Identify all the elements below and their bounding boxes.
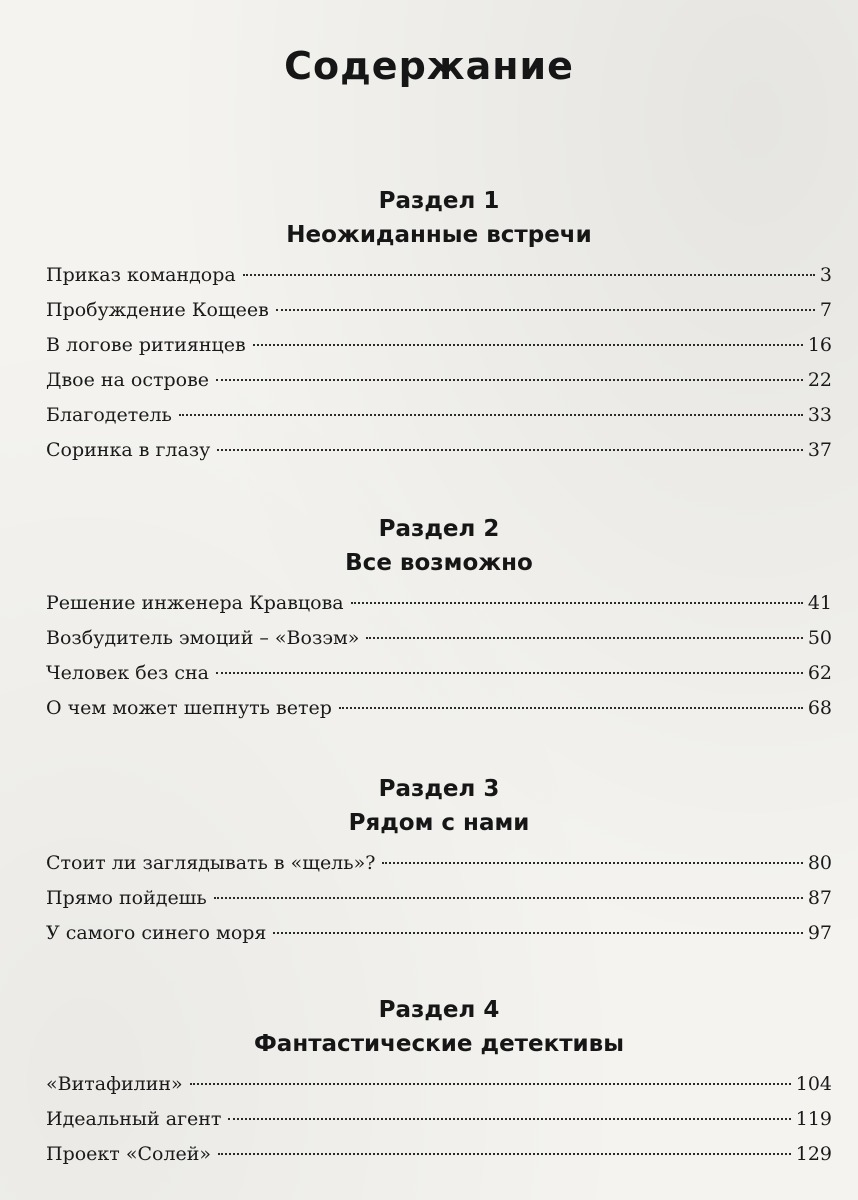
section-label: Раздел 3	[378, 776, 500, 802]
toc-list	[46, 592, 832, 732]
dot-leader	[382, 862, 802, 864]
dot-leader	[190, 1083, 791, 1085]
toc-entry[interactable]	[46, 627, 832, 662]
toc-entry-title: Проект «Солей»	[46, 1143, 212, 1165]
toc-entry-page: 41	[807, 592, 832, 614]
toc-entry-title: Возбудитель эмоций – «Возэм»	[46, 627, 360, 649]
section-label: Раздел 1	[378, 188, 500, 214]
toc-entry-page: 119	[795, 1108, 832, 1130]
toc-entry-page: 22	[807, 369, 832, 391]
toc-entry-title: Решение инженера Кравцова	[46, 592, 344, 614]
dot-leader	[179, 414, 803, 416]
section-label: Раздел 2	[378, 516, 500, 542]
dot-leader	[214, 897, 803, 899]
toc-entry-page: 37	[807, 439, 832, 461]
toc-entry-title: Стоит ли заглядывать в «щель»?	[46, 852, 376, 874]
toc-entry-page: 80	[807, 852, 832, 874]
toc-section-2	[46, 512, 832, 732]
toc-entry-page: 97	[807, 922, 832, 944]
toc-entry-page: 104	[795, 1073, 832, 1095]
dot-leader	[218, 1153, 791, 1155]
toc-entry-title: Идеальный агент	[46, 1108, 222, 1130]
toc-entry-title: В логове ритиянцев	[46, 334, 246, 356]
toc-entry-page: 16	[807, 334, 832, 356]
section-title: Неожиданные встречи	[286, 222, 592, 248]
toc-entry-title: Благодетель	[46, 404, 172, 426]
toc-entry-title: У самого синего моря	[46, 922, 267, 944]
toc-entry[interactable]	[46, 369, 832, 404]
toc-entry-page: 68	[807, 697, 832, 719]
toc-entry-title: Приказ командора	[46, 264, 236, 286]
toc-entry-title: Пробуждение Кощеев	[46, 299, 269, 321]
toc-entry[interactable]	[46, 662, 832, 697]
toc-entry-title: Прямо пойдешь	[46, 887, 207, 909]
toc-list	[46, 264, 832, 474]
toc-list	[46, 1073, 832, 1178]
toc-entry[interactable]	[46, 439, 832, 474]
toc-entry[interactable]	[46, 299, 832, 334]
toc-entry-title: О чем может шепнуть ветер	[46, 697, 332, 719]
toc-section-1	[46, 184, 832, 474]
toc-entry-page: 7	[819, 299, 832, 321]
toc-entry[interactable]	[46, 852, 832, 887]
toc-entry[interactable]	[46, 697, 832, 732]
toc-entry-title: «Витафилин»	[46, 1073, 183, 1095]
toc-entry-page: 3	[819, 264, 832, 286]
dot-leader	[276, 309, 815, 311]
toc-entry[interactable]	[46, 1143, 832, 1178]
section-label: Раздел 4	[378, 997, 500, 1023]
dot-leader	[366, 637, 802, 639]
toc-entry-page: 129	[795, 1143, 832, 1165]
section-title: Все возможно	[345, 550, 533, 576]
section-title: Фантастические детективы	[253, 1031, 625, 1057]
toc-entry-title: Двое на острове	[46, 369, 210, 391]
toc-entry[interactable]	[46, 592, 832, 627]
dot-leader	[228, 1118, 790, 1120]
toc-entry[interactable]	[46, 1108, 832, 1143]
page-title: Содержание	[284, 44, 574, 88]
toc-section-4	[46, 993, 832, 1178]
toc-entry[interactable]	[46, 922, 832, 957]
toc-entry[interactable]	[46, 264, 832, 299]
toc-entry[interactable]	[46, 404, 832, 439]
dot-leader	[351, 602, 803, 604]
toc-entry-title: Соринка в глазу	[46, 439, 211, 461]
toc-entry[interactable]	[46, 334, 832, 369]
dot-leader	[243, 274, 815, 276]
toc-entry[interactable]	[46, 1073, 832, 1108]
dot-leader	[339, 707, 803, 709]
toc-entry-page: 50	[807, 627, 832, 649]
toc-entry-page: 87	[807, 887, 832, 909]
dot-leader	[217, 449, 802, 451]
toc-section-3	[46, 772, 832, 957]
toc-entry-page: 33	[807, 404, 832, 426]
dot-leader	[216, 672, 803, 674]
dot-leader	[216, 379, 803, 381]
section-title: Рядом с нами	[348, 810, 530, 836]
dot-leader	[253, 344, 803, 346]
toc-entry-title: Человек без сна	[46, 662, 210, 684]
toc-entry-page: 62	[807, 662, 832, 684]
dot-leader	[273, 932, 802, 934]
toc-entry[interactable]	[46, 887, 832, 922]
toc-list	[46, 852, 832, 957]
